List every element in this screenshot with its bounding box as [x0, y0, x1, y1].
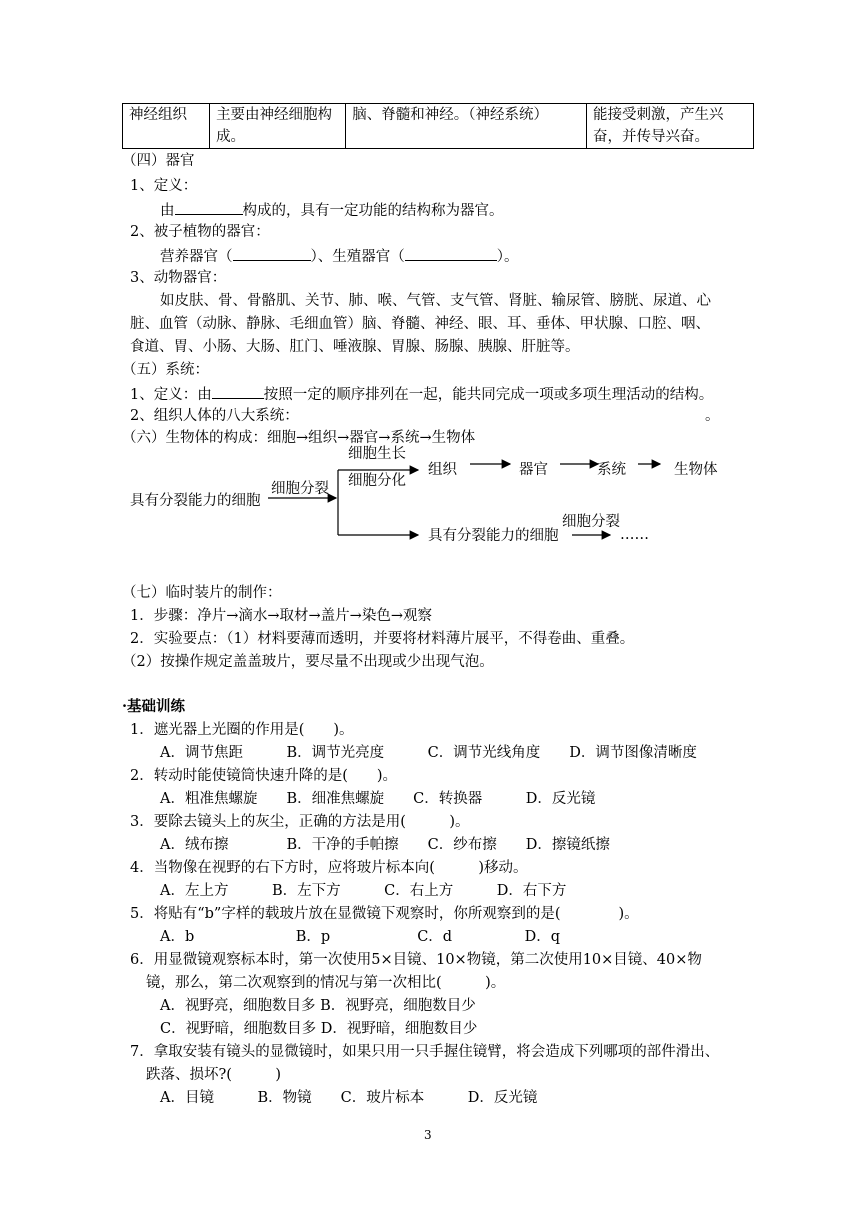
- table-row: [123, 104, 754, 149]
- question-options: A．左上方 B．左下方 C．右上方 D．右下方: [160, 883, 567, 899]
- section-heading: （五）系统：: [122, 362, 209, 378]
- section-heading: ·基础训练: [122, 698, 186, 715]
- fill-blank: [175, 199, 243, 215]
- text-line: 1．步骤：净片→滴水→取材→盖片→染色→观察: [130, 608, 432, 624]
- text-line: 1、定义：: [130, 178, 198, 194]
- question: 镜，那么，第二次观察到的情况与第一次相比( )。: [146, 975, 506, 991]
- question-options: A．调节焦距 B．调节光亮度 C．调节光线角度 D．调节图像清晰度: [160, 745, 697, 761]
- text-line: 3、动物器官：: [130, 270, 227, 286]
- text-line: （2）按操作规定盖盖玻片，要尽量不出现或少出现气泡。: [122, 654, 494, 670]
- question-options: A．目镜 B．物镜 C．玻片标本 D．反光镜: [160, 1090, 538, 1106]
- text-fragment: 1、定义：由: [130, 387, 212, 403]
- division-label: 细胞分裂: [271, 481, 329, 497]
- table-cell: 神经组织: [123, 104, 210, 149]
- text-fragment: 营养器官（: [160, 249, 233, 265]
- question: 2．转动时能使镜筒快速升降的是( )。: [130, 768, 398, 784]
- organ-label: 器官: [519, 462, 548, 478]
- question: 1．遮光器上光圈的作用是( )。: [130, 722, 354, 738]
- page-number: 3: [424, 1128, 432, 1142]
- text-line: [160, 199, 504, 221]
- text-fragment: 由: [160, 203, 175, 219]
- tissue-table: [122, 103, 754, 149]
- organism-label: 生物体: [674, 462, 718, 478]
- ellipsis-label: ……: [620, 527, 649, 543]
- section-heading: （六）生物体的构成：细胞→组织→器官→系统→生物体: [122, 430, 476, 446]
- question-options: C．视野暗，细胞数目多 D．视野暗，细胞数目少: [160, 1021, 478, 1037]
- table-cell: 能接受刺激，产生兴奋，并传导兴奋。: [587, 104, 754, 149]
- text-fragment: 。: [705, 408, 720, 424]
- text-fragment: 按照一定的顺序排列在一起，能共同完成一项或多项生理活动的结构。: [263, 387, 714, 403]
- division-label-2: 细胞分裂: [562, 514, 620, 530]
- fill-blank: [405, 245, 497, 261]
- question: 6．用显微镜观察标本时，第一次使用5×目镜、10×物镜，第二次使用10×目镜、40×物: [130, 952, 702, 968]
- question-options: A．视野亮，细胞数目多 B．视野亮，细胞数目少: [160, 998, 476, 1014]
- text-line: 2、被子植物的器官：: [130, 224, 270, 240]
- section-heading: （四）器官: [122, 153, 195, 169]
- question-options: A．粗准焦螺旋 B．细准焦螺旋 C．转换器 D．反光镜: [160, 791, 596, 807]
- text-line: [160, 245, 519, 267]
- text-line: [130, 383, 713, 405]
- question: 5．将贴有“b”字样的载玻片放在显微镜下观察时，你所观察到的是( )。: [130, 906, 639, 922]
- text-fragment: 构成的，具有一定功能的结构称为器官。: [242, 203, 504, 219]
- text-fragment: ）、生殖器官（: [310, 249, 405, 265]
- question: 7．拿取安装有镜头的显微镜时，如果只用一只手握住镜臂，将会造成下列哪项的部件滑出、: [130, 1044, 720, 1060]
- text-line: 脏、血管（动脉、静脉、毛细血管）脑、脊髓、神经、眼、耳、垂体、甲状腺、口腔、咽、: [130, 316, 710, 332]
- table-cell: 脑、脊髓和神经。（神经系统）: [346, 104, 587, 149]
- system-label: 系统: [597, 462, 626, 478]
- fill-blank: [233, 245, 311, 261]
- composition-flow-diagram: [0, 440, 860, 550]
- text-fragment: ）。: [496, 249, 519, 265]
- text-line: 如皮肤、骨、骨骼肌、关节、肺、喉、气管、支气管、肾脏、输尿管、膀胱、尿道、心: [160, 293, 711, 309]
- text-line: 食道、胃、小肠、大肠、肛门、唾液腺、胃腺、肠腺、胰腺、肝脏等。: [130, 339, 580, 355]
- text-line: 2、组织人体的八大系统：: [130, 408, 299, 424]
- growth-label: 细胞生长: [348, 446, 406, 462]
- fill-blank: [212, 383, 264, 399]
- start-cell-label: 具有分裂能力的细胞: [130, 493, 261, 509]
- question: 3．要除去镜头上的灰尘，正确的方法是用( )。: [130, 814, 470, 830]
- tissue-label: 组织: [428, 462, 457, 478]
- text-line: 2．实验要点：（1）材料要薄而透明，并要将材料薄片展平，不得卷曲、重叠。: [130, 631, 635, 647]
- differentiation-label: 细胞分化: [348, 473, 406, 489]
- question-options: A．b B．p C．d D．q: [160, 929, 560, 945]
- section-heading: （七）临时装片的制作：: [122, 585, 282, 601]
- dividing-cell-label: 具有分裂能力的细胞: [428, 528, 559, 544]
- question-options: A．绒布擦 B．干净的手帕擦 C．纱布擦 D．擦镜纸擦: [160, 837, 610, 853]
- table-cell: 主要由神经细胞构成。: [210, 104, 346, 149]
- question: 跌落、损坏?( ): [146, 1067, 282, 1083]
- question: 4．当物像在视野的右下方时，应将玻片标本向( )移动。: [130, 860, 528, 876]
